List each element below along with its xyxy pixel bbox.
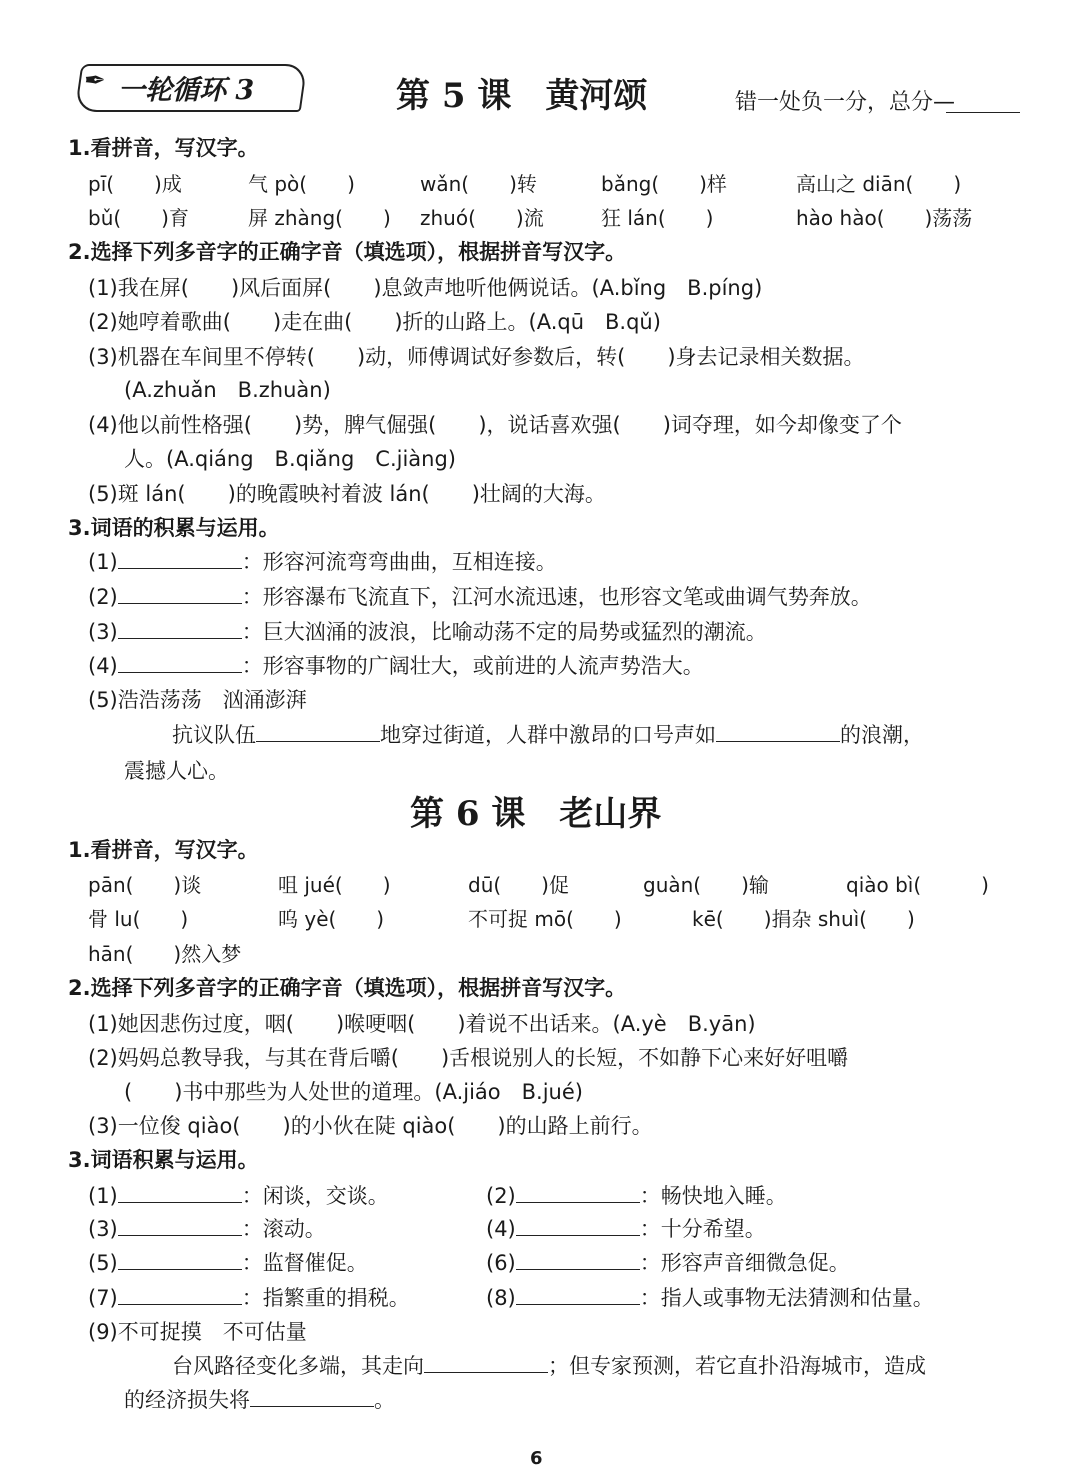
l6-q3-title: 3.词语积累与运用。	[68, 1148, 259, 1172]
l5-q3-item: (3) ：巨大汹涌的波浪，比喻动荡不定的局势或猛烈的潮流。	[88, 616, 767, 646]
l6-q3-item: (2) ：畅快地入睡。	[486, 1180, 787, 1210]
l6-q1-item: hān( )然入梦	[88, 942, 242, 966]
l5-q1-item: zhuó( )流	[420, 206, 544, 230]
answer-blank[interactable]	[118, 616, 242, 639]
l5-q3-5-sentence: 抗议队伍 地穿过街道，人群中激昂的口号声如 的浪潮，	[172, 719, 924, 749]
l6-q3-9-sentence-end: 的经济损失将 。	[124, 1384, 395, 1414]
l6-q2-line: (2)妈妈总教导我，与其在背后嚼( )舌根说别人的长短，不如静下心来好好咀嚼	[88, 1046, 849, 1070]
l5-q1-item: 屏 zhàng( )	[248, 206, 391, 230]
l6-q2-title: 2.选择下列多音字的正确字音（填选项），根据拼音写汉字。	[68, 976, 627, 1000]
quill-icon: ✒	[84, 66, 106, 96]
l6-q3-item: (5) ：监督催促。	[88, 1247, 368, 1277]
answer-blank[interactable]	[118, 1213, 242, 1236]
l5-q2-line: (5)斑 lán( )的晚霞映衬着波 lán( )壮阔的大海。	[88, 482, 606, 506]
l6-q1-item: 不可捉 mō( )	[468, 907, 622, 931]
l5-q3-5-words: (5)浩浩荡荡 汹涌澎湃	[88, 688, 307, 712]
answer-blank[interactable]	[256, 719, 380, 742]
l6-q1-item: 呜 yè( )	[278, 907, 385, 931]
l5-q3-item: (4) ：形容事物的广阔壮大，或前进的人流声势浩大。	[88, 650, 704, 680]
l5-q2-line: (2)她哼着歌曲( )走在曲( )折的山路上。(A.qū B.qǔ)	[88, 310, 661, 334]
l6-q3-9-sentence: 台风路径变化多端，其走向 ；但专家预测，若它直扑沿海城市，造成	[172, 1350, 926, 1380]
score-blank	[946, 112, 1020, 113]
l6-q2-line: (3)一位俊 qiào( )的小伙在陡 qiào( )的山路上前行。	[88, 1114, 653, 1138]
score-note: 错一处负一分，总分—	[735, 90, 956, 115]
l6-q1-item: dū( )促	[468, 873, 569, 897]
l5-q3-5-sentence-end: 震撼人心。	[124, 759, 229, 783]
answer-blank[interactable]	[516, 1213, 640, 1236]
l5-q2-line: (3)机器在车间里不停转( )动，师傅调试好参数后，转( )身去记录相关数据。	[88, 345, 865, 369]
l5-q1-item: 高山之 diān( )	[796, 172, 962, 196]
l6-q3-item: (8) ：指人或事物无法猜测和估量。	[486, 1282, 934, 1312]
l5-q1-title: 1.看拼音，写汉字。	[68, 136, 259, 160]
l5-q3-item: (1) ：形容河流弯弯曲曲，互相连接。	[88, 546, 557, 576]
answer-blank[interactable]	[250, 1384, 374, 1407]
l5-q2-line: (A.zhuǎn B.zhuàn)	[124, 378, 331, 402]
answer-blank[interactable]	[516, 1282, 640, 1305]
l5-q1-item: hào hào( )荡荡	[796, 206, 973, 230]
l5-q1-item: bǔ( )育	[88, 206, 189, 230]
l5-q1-item: wǎn( )转	[420, 172, 537, 196]
l6-q3-item: (3) ：滚动。	[88, 1213, 326, 1243]
l5-q1-item: pī( )成	[88, 172, 182, 196]
answer-blank[interactable]	[118, 1282, 242, 1305]
answer-blank[interactable]	[118, 1180, 242, 1203]
answer-blank[interactable]	[118, 581, 242, 604]
l6-q1-item: qiào bì( )	[846, 873, 989, 897]
l5-q3-title: 3.词语的积累与运用。	[68, 516, 280, 540]
l5-q1-item: 狂 lán( )	[601, 206, 714, 230]
answer-blank[interactable]	[516, 1247, 640, 1270]
answer-blank[interactable]	[118, 546, 242, 569]
l6-q1-item: 咀 jué( )	[278, 873, 391, 897]
answer-blank[interactable]	[118, 1247, 242, 1270]
l6-q3-9-words: (9)不可捉摸 不可估量	[88, 1320, 307, 1344]
lesson5-title: 第 5 课 黄河颂	[396, 76, 648, 116]
l6-q3-item: (7) ：指繁重的捐税。	[88, 1282, 410, 1312]
answer-blank[interactable]	[716, 719, 840, 742]
answer-blank[interactable]	[516, 1180, 640, 1203]
l6-q3-item: (1) ：闲谈，交谈。	[88, 1180, 389, 1210]
answer-blank[interactable]	[118, 650, 242, 673]
answer-blank[interactable]	[424, 1350, 548, 1373]
l5-q3-item: (2) ：形容瀑布飞流直下，江河水流迅速，也形容文笔或曲调气势奔放。	[88, 581, 872, 611]
l5-q1-item: 气 pò( )	[248, 172, 355, 196]
page-number: 6	[530, 1448, 543, 1469]
l5-q2-line: 人。(A.qiáng B.qiǎng C.jiàng)	[124, 447, 457, 471]
l6-q3-item: (6) ：形容声音细微急促。	[486, 1247, 850, 1277]
l5-q1-item: bǎng( )样	[601, 172, 727, 196]
l6-q2-line: (1)她因悲伤过度，咽( )喉哽咽( )着说不出话来。(A.yè B.yān)	[88, 1012, 756, 1036]
l6-q2-line: ( )书中那些为人处世的道理。(A.jiáo B.jué)	[124, 1080, 583, 1104]
cycle-badge-label: 一轮循环 3	[118, 75, 255, 106]
l6-q1-item: 骨 lu( )	[88, 907, 189, 931]
l6-q1-item: guàn( )输	[643, 873, 769, 897]
lesson6-title: 第 6 课 老山界	[410, 794, 662, 834]
l6-q1-item: pān( )谈	[88, 873, 202, 897]
l6-q1-item: kē( )捐杂 shuì( )	[692, 907, 915, 931]
l6-q3-item: (4) ：十分希望。	[486, 1213, 766, 1243]
l5-q2-line: (4)他以前性格强( )势，脾气倔强( )，说话喜欢强( )词夺理，如今却像变了个	[88, 413, 902, 437]
l6-q1-title: 1.看拼音，写汉字。	[68, 838, 259, 862]
l5-q2-title: 2.选择下列多音字的正确字音（填选项），根据拼音写汉字。	[68, 240, 627, 264]
l5-q2-line: (1)我在屏( )风后面屏( )息敛声地听他俩说话。(A.bǐng B.píng)	[88, 276, 763, 300]
